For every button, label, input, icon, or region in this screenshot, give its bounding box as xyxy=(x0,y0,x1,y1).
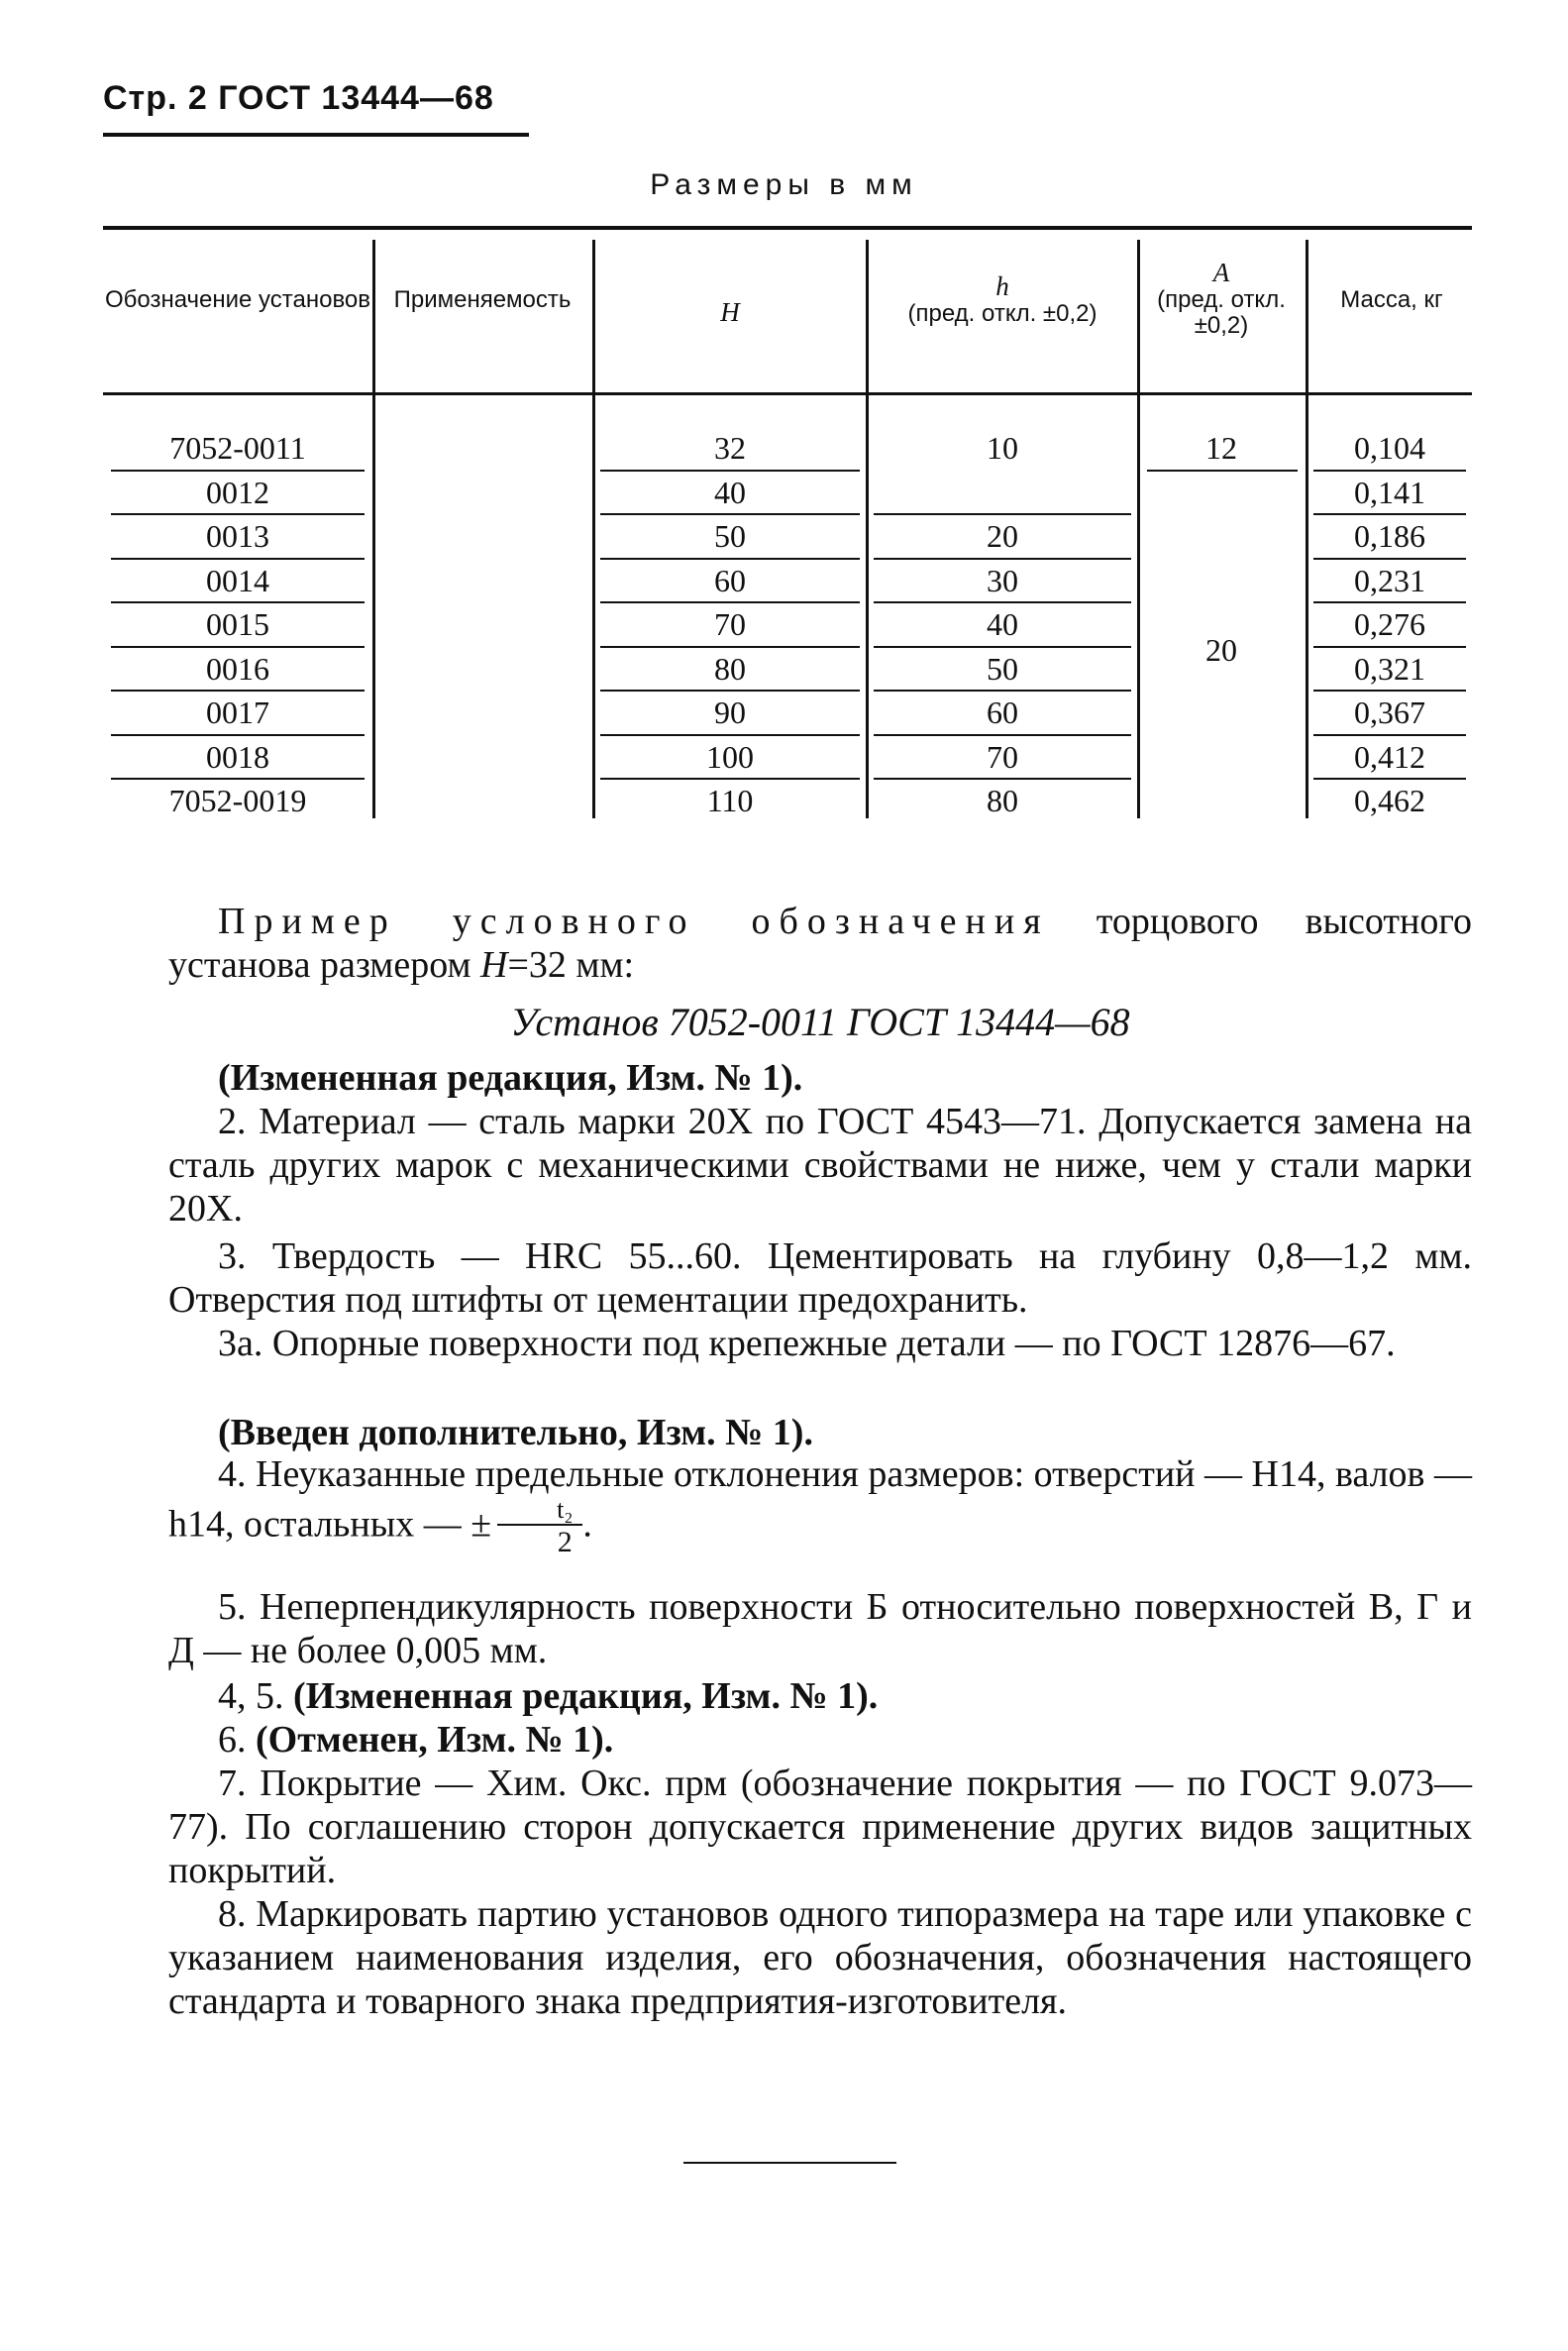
header-h-tolerance: (пред. откл. ±0,2) xyxy=(907,300,1098,327)
cell-designation: 0012 xyxy=(206,474,269,510)
item-3a: 3а. Опорные поверхности под крепежные детали — по ГОСТ 12876—67. xyxy=(218,1323,1396,1364)
header-mass: Масса, кг xyxy=(1340,286,1443,313)
item-45 xyxy=(168,1674,1472,1718)
header-rule xyxy=(103,133,529,137)
header-H xyxy=(594,299,866,327)
footer-rule xyxy=(683,2162,896,2164)
item-4-fraction-num: t₂ xyxy=(497,1496,582,1526)
cell-mass: 0,141 xyxy=(1354,474,1425,510)
cell-H: 100 xyxy=(706,738,754,775)
item-5: 5. Неперпендикулярность поверхности Б относительно поверхностей В, Г и Д — не более 0,005 мм. xyxy=(168,1586,1472,1671)
item-4-text: 4. Неуказанные предельные отклонения размеров: отверстий — H14, валов — h14, остальных — ± xyxy=(168,1453,1472,1546)
cell-mass: 0,321 xyxy=(1354,650,1425,687)
header-A-symbol: A xyxy=(1212,258,1230,287)
cell-h: 10 xyxy=(987,430,1018,466)
example-lead: Пример условного обозначения xyxy=(218,901,1050,942)
cell-H: 70 xyxy=(714,606,746,642)
item-6-note: (Отменен, Изм. № 1). xyxy=(256,1719,614,1761)
cell-h: 80 xyxy=(987,783,1018,818)
units-caption: Размеры в мм xyxy=(650,168,918,201)
col-sep-4 xyxy=(1137,240,1140,818)
header-H-symbol: H xyxy=(720,297,740,327)
item-2: 2. Материал — сталь марки 20Х по ГОСТ 4543—71. Допускается замена на сталь других марок с механическими свойствами не ниже, чем у стали марки 20Х. xyxy=(168,1101,1472,1229)
cell-h: 50 xyxy=(987,650,1018,687)
header-applicability: Применяемость xyxy=(393,286,572,313)
col-sep-1 xyxy=(372,240,375,818)
table-header-rule xyxy=(103,392,1472,395)
item-4-fraction xyxy=(497,1496,582,1559)
cell-designation: 0015 xyxy=(206,606,269,642)
header-h xyxy=(868,273,1137,327)
cell-H: 60 xyxy=(714,562,746,598)
item-4 xyxy=(168,1452,1472,1559)
item-45-note: (Измененная редакция, Изм. № 1). xyxy=(293,1675,879,1717)
cell-designation: 0016 xyxy=(206,650,269,687)
cell-h: 40 xyxy=(987,606,1018,642)
cell-mass: 0,412 xyxy=(1354,738,1425,775)
example-note: (Измененная редакция, Изм. № 1). xyxy=(218,1057,803,1099)
cell-h: 20 xyxy=(987,518,1018,554)
item-3: 3. Твердость — HRC 55...60. Цементировать на глубину 0,8—1,2 мм. Отверстия под штифты от цементации предохранить. xyxy=(168,1235,1472,1321)
header-A-tolerance: (пред. откл. ±0,2) xyxy=(1157,286,1286,339)
cell-mass: 0,276 xyxy=(1354,606,1425,642)
cell-H: 40 xyxy=(714,474,746,510)
item-8: 8. Маркировать партию установов одного типоразмера на таре или упаковке с указанием наименования изделия, его обозначения, обозначения настоящего стандарта и товарного знака предприятия-изготовителя. xyxy=(168,1893,1472,2022)
col-sep-5 xyxy=(1306,240,1308,818)
example-paragraph xyxy=(168,900,1472,987)
cell-h: 70 xyxy=(987,738,1018,775)
cell-H: 80 xyxy=(714,650,746,687)
cell-mass: 0,104 xyxy=(1354,430,1425,466)
table-top-rule xyxy=(103,226,1472,230)
cell-h xyxy=(870,471,1135,514)
cell-designation: 0017 xyxy=(206,695,269,730)
header-designation: Обозначение установов xyxy=(104,286,371,313)
cell-designation: 0014 xyxy=(206,562,269,598)
item-7: 7. Покрытие — Хим. Окс. прм (обозначение покрытия — по ГОСТ 9.073—77). По соглашению сторон допускается применение других видов защитных покрытий. xyxy=(168,1763,1472,1891)
cell-A-first: 12 xyxy=(1205,430,1237,466)
cell-A-merged: 20 xyxy=(1205,632,1237,668)
cell-designation: 0018 xyxy=(206,738,269,775)
cell-mass: 0,462 xyxy=(1354,783,1425,818)
header-h-symbol: h xyxy=(995,271,1009,301)
item-6-prefix: 6. xyxy=(218,1719,256,1761)
cell-H: 110 xyxy=(706,783,754,818)
cell-H: 32 xyxy=(714,430,746,466)
example-H-symbol: H xyxy=(480,944,508,986)
cell-h: 60 xyxy=(987,695,1018,730)
cell-mass: 0,367 xyxy=(1354,695,1425,730)
page-header: Стр. 2 ГОСТ 13444—68 xyxy=(103,79,494,117)
cell-H: 50 xyxy=(714,518,746,554)
item-45-prefix: 4, 5. xyxy=(218,1675,293,1717)
item-4-end: . xyxy=(582,1503,592,1546)
cell-h: 30 xyxy=(987,562,1018,598)
cell-mass: 0,186 xyxy=(1354,518,1425,554)
cell-designation: 7052-0011 xyxy=(169,430,306,466)
example-designation: Установ 7052-0011 ГОСТ 13444—68 xyxy=(510,1000,1130,1044)
header-A xyxy=(1149,260,1294,339)
cell-H: 90 xyxy=(714,695,746,730)
example-H-value: =32 мм: xyxy=(507,944,635,986)
cell-A-first-rule xyxy=(1147,470,1298,472)
cell-mass: 0,231 xyxy=(1354,562,1425,598)
example-rest: торцового высотного установа размером xyxy=(168,901,1472,986)
item-4-fraction-den: 2 xyxy=(557,1526,573,1558)
cell-designation: 7052-0019 xyxy=(168,783,307,818)
cell-designation: 0013 xyxy=(206,518,269,554)
item-6 xyxy=(168,1718,1472,1762)
item-3a-note: (Введен дополнительно, Изм. № 1). xyxy=(218,1412,813,1453)
